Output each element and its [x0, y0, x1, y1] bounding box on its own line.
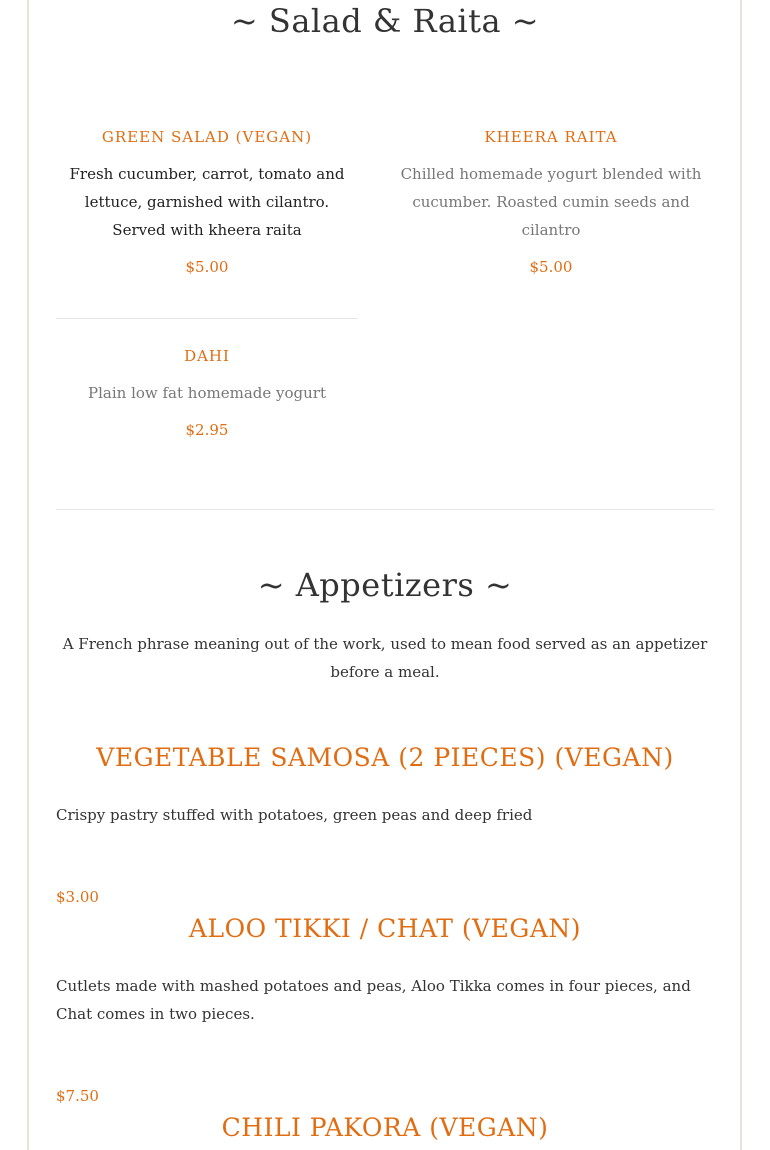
- menu-item-price: $5.00: [529, 258, 573, 276]
- menu-item-kheera-raita: [400, 128, 702, 276]
- menu-item-description: Plain low fat homemade yogurt: [88, 384, 326, 402]
- menu-item-description-aloo-tikki: Cutlets made with mashed potatoes and peas, Aloo Tikka comes in four pieces, and Chat comes in two pieces.: [56, 977, 691, 1023]
- item-divider: [56, 318, 358, 319]
- section-title-salad: ~ Salad & Raita ~: [230, 2, 540, 40]
- menu-item-green-salad: [56, 128, 358, 276]
- menu-item-dahi: [56, 347, 358, 439]
- section-intro: A French phrase meaning out of the work, used to mean food served as an appetizer before a meal.: [62, 635, 708, 681]
- section-divider: [56, 509, 714, 510]
- menu-item-price-vegetable-samosa: $3.00: [56, 888, 99, 906]
- menu-item-name-vegetable-samosa: VEGETABLE SAMOSA (2 PIECES) (VEGAN): [96, 743, 674, 772]
- menu-item-name: GREEN SALAD (VEGAN): [101, 128, 313, 146]
- menu-item-name-aloo-tikki: ALOO TIKKI / CHAT (VEGAN): [188, 914, 582, 943]
- menu-item-name: DAHI: [184, 347, 230, 365]
- menu-item-description: Fresh cucumber, carrot, tomato and lettuce, garnished with cilantro. Served with kheera raita: [69, 165, 345, 239]
- menu-item-description-vegetable-samosa: Crispy pastry stuffed with potatoes, green peas and deep fried: [56, 806, 533, 824]
- menu-item-price: $2.95: [185, 421, 229, 439]
- section-title-appetizers: ~ Appetizers ~: [257, 566, 513, 604]
- menu-item-price-aloo-tikki: $7.50: [56, 1087, 99, 1105]
- menu-item-price: $5.00: [185, 258, 229, 276]
- menu-item-name: KHEERA RAITA: [484, 128, 618, 146]
- menu-item-description: Chilled homemade yogurt blended with cucumber. Roasted cumin seeds and cilantro: [400, 165, 702, 239]
- menu-item-name-chili-pakora: CHILI PAKORA (VEGAN): [221, 1113, 549, 1142]
